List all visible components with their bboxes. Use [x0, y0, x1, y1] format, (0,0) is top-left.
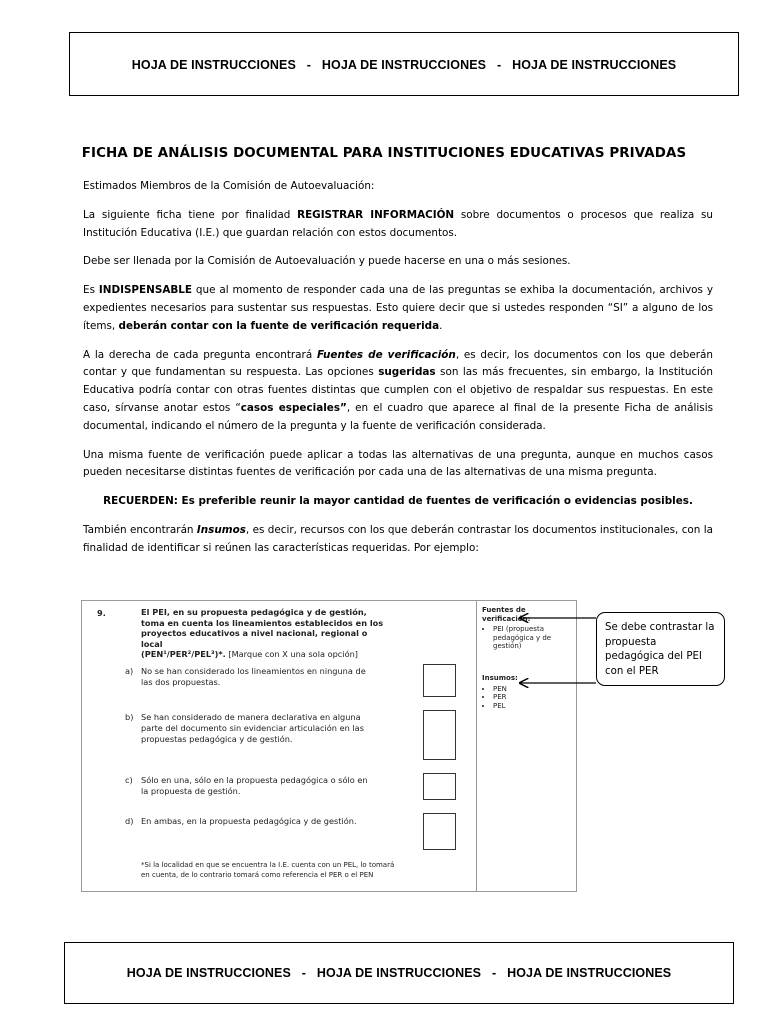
- paragraph-inputs: También encontrarán Insumos, es decir, recursos con los que deberán contrastar los documentos institucionales, con la finalidad de identificar si reúnen las características requeridas. Por ejemplo:: [83, 523, 713, 554]
- header-banner-text-3: HOJA DE INSTRUCCIONES: [512, 58, 677, 72]
- question-text: El PEI, en su propuesta pedagógica y de gestión, toma en cuenta los lineamientos establecidos en los proyectos educativos a nivel nacional, regional o local (PEN¹/PER²/PEL³)*. [Marque con X una sola opción]: [141, 607, 384, 660]
- footer-separator-1: -: [301, 966, 307, 980]
- document-title: FICHA DE ANÁLISIS DOCUMENTAL PARA INSTITUCIONES EDUCATIVAS PRIVADAS: [81, 146, 687, 161]
- option-c-letter: c): [125, 775, 133, 785]
- header-banner-text-1: HOJA DE INSTRUCCIONES: [131, 58, 296, 72]
- verification-sources-label: Fuentes de verificación:: [482, 606, 531, 623]
- footer-banner: [64, 942, 734, 1004]
- header-separator-1: -: [306, 58, 312, 72]
- header-banner-text-2: HOJA DE INSTRUCCIONES: [321, 58, 487, 72]
- paragraph-greeting: Estimados Miembros de la Comisión de Autoevaluación:: [83, 180, 375, 192]
- question-codes: (PEN¹/PER²/PEL³)*.: [141, 649, 226, 660]
- header-separator-2: -: [496, 58, 502, 72]
- option-d-letter: d): [125, 816, 134, 826]
- footer-banner-text-2: HOJA DE INSTRUCCIONES: [316, 966, 482, 980]
- option-d-text: En ambas, en la propuesta pedagógica y de gestión.: [141, 816, 357, 826]
- paragraph-purpose: La siguiente ficha tiene por finalidad REGISTRAR INFORMACIÓN sobre documentos o procesos que realiza su Institución Educativa (I.E.) que guardan relación con estos documentos.: [83, 208, 713, 239]
- footer-banner-text-3: HOJA DE INSTRUCCIONES: [507, 966, 672, 980]
- verification-source-item: • PEI (propuesta pedagógica y de gestión): [493, 625, 572, 651]
- question-instruction: [Marque con X una sola opción]: [225, 649, 358, 660]
- paragraph-reminder: RECUERDEN: Es preferible reunir la mayor cantidad de fuentes de verificación o evidencias posibles.: [103, 495, 693, 508]
- footer-banner-text-1: HOJA DE INSTRUCCIONES: [126, 966, 291, 980]
- paragraph-sessions: Debe ser llenada por la Comisión de Autoevaluación y puede hacerse en una o más sesiones.: [83, 255, 571, 268]
- input-item: • PEL: [493, 702, 572, 711]
- input-item: • PER: [493, 693, 572, 702]
- option-b-text: Se han considerado de manera declarativa en alguna parte del documento sin evidenciar articulación en las propuestas pedagógica y de gestión.: [141, 712, 364, 744]
- callout-note: Se debe contrastar la propuesta pedagógica del PEI con el PER: [596, 612, 725, 686]
- paragraph-sources: A la derecha de cada pregunta encontrará Fuentes de verificación, es decir, los documentos con los que deberán contar y que fundamentan su respuesta. Las opciones sugeridas son las más frecuentes, sin embargo, la Institución Educativa podría contar con otras fuentes distintas que cumplen con el objetivo de respaldar sus respuestas. En este caso, sírvanse anotar estos “casos especiales”, en el cuadro que aparece al final de la presente Ficha de análisis documental, indicando el número de la pregunta y la fuente de verificación considerada.: [83, 348, 713, 432]
- footer-separator-2: -: [491, 966, 497, 980]
- option-a-text: No se han considerado los lineamientos en ninguna de las dos propuestas.: [141, 666, 366, 687]
- inputs-label: Insumos:: [482, 674, 518, 682]
- paragraph-indispensable: Es INDISPENSABLE que al momento de responder cada una de las preguntas se exhiba la documentación, archivos y expedientes necesarios para sustentar sus respuestas. Esto quiere decir que si ustedes responden “SI” a alguno de los ítems, deberán contar con la fuente de verificación requerida.: [83, 284, 713, 332]
- input-item: • PEN: [493, 685, 572, 694]
- option-c-text: Sólo en una, sólo en la propuesta pedagógica o sólo en la propuesta de gestión.: [141, 775, 368, 796]
- option-a-letter: a): [125, 666, 134, 676]
- paragraph-same-source: Una misma fuente de verificación puede aplicar a todas las alternativas de una pregunta, aunque en muchos casos pueden necesitarse distintas fuentes de verificación por cada una de las alternativas de una misma pregunta.: [83, 448, 713, 479]
- question-number: 9.: [97, 608, 106, 618]
- question-footnote: *Si la localidad en que se encuentra la I.E. cuenta con un PEL, lo tomará en cuenta, de lo contrario tomará como referencia el PER o el PEN: [141, 861, 395, 879]
- option-b-letter: b): [125, 712, 134, 722]
